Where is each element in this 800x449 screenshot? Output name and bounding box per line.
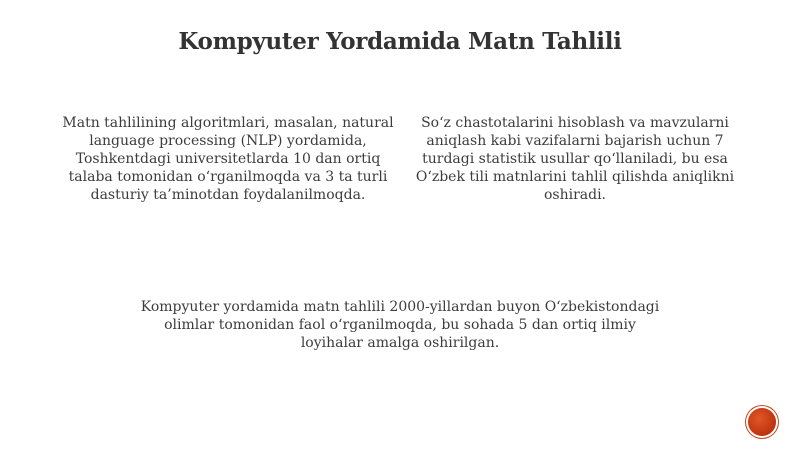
slide-title: Kompyuter Yordamida Matn Tahlili [178,28,622,55]
paragraph-right: So‘z chastotalarini hisoblash va mavzularni aniqlash kabi vazifalarni bajarish uchun 7 turdagi statistik usullar qo‘llaniladi, bu esa O‘zbek tili matnlarini tahlil qilishda aniqlikni oshiradi. [415,115,735,203]
paragraph-bottom: Kompyuter yordamida matn tahlili 2000-yillardan buyon O‘zbekistondagi olimlar tomonidan faol o‘rganilmoqda, bu sohada 5 dan ortiq ilmiy loyihalar amalga oshirilgan. [140,299,660,351]
paragraph-left: Matn tahlilining algoritmlari, masalan, natural language processing (NLP) yordamida, Toshkentdagi universitetlarda 10 dan ortiq talaba tomonidan o‘rganilmoqda va 3 ta turli dasturiy ta’minotdan foydalanilmoqda. [62,115,394,203]
circle-button-icon[interactable] [748,408,776,436]
